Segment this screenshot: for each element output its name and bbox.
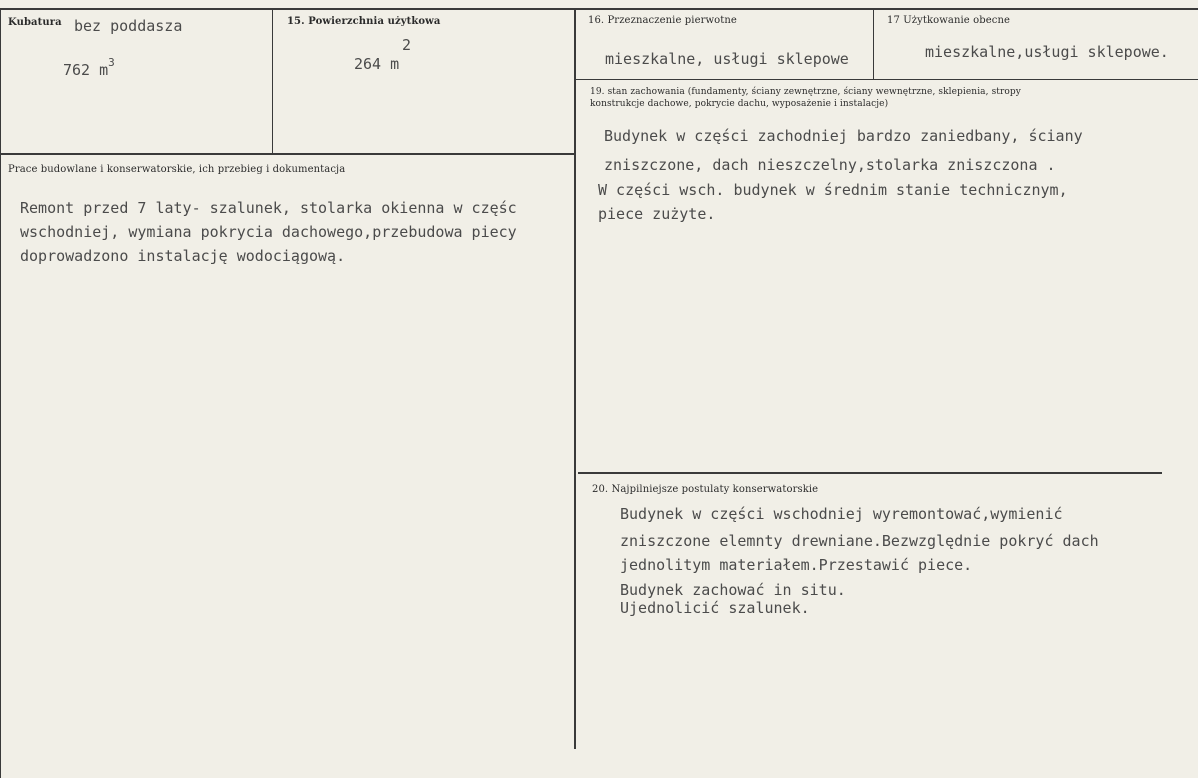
przeznaczenie-value: mieszkalne, usługi sklepowe bbox=[605, 50, 849, 68]
prace-line-1: Remont przed 7 laty- szalunek, stolarka okienna w częśc bbox=[20, 199, 517, 217]
kubatura-superscript: 3 bbox=[108, 56, 115, 69]
prace-label: Prace budowlane i konserwatorskie, ich przebieg i dokumentacja bbox=[8, 164, 346, 175]
powierzchnia-value: 264 m bbox=[354, 55, 400, 73]
kubatura-note: bez poddasza bbox=[74, 17, 183, 35]
stan-label-line-2: konstrukcje dachowe, pokrycie dachu, wyposażenie i instalacje) bbox=[590, 99, 889, 109]
postulaty-line-1: Budynek w części wschodniej wyremontować,wymienić bbox=[620, 505, 1063, 523]
powierzchnia-superscript: 2 bbox=[402, 36, 412, 54]
stan-line-2: zniszczone, dach nieszczelny,stolarka zniszczona . bbox=[604, 156, 1056, 174]
postulaty-label: 20. Najpilniejsze postulaty konserwatorskie bbox=[592, 484, 819, 495]
divider-col-3 bbox=[873, 9, 874, 79]
divider-row-1-right bbox=[576, 79, 1198, 80]
prace-line-2: wschodniej, wymiana pokrycia dachowego,przebudowa piecy bbox=[20, 223, 517, 241]
przeznaczenie-label: 16. Przeznaczenie pierwotne bbox=[588, 15, 737, 26]
left-edge-line bbox=[0, 9, 1, 778]
divider-row-2-right bbox=[578, 472, 1162, 474]
postulaty-line-3: jednolitym materiałem.Przestawić piece. bbox=[620, 556, 973, 574]
divider-col-2 bbox=[574, 9, 576, 749]
kubatura-value-text: 762 m bbox=[63, 61, 109, 79]
postulaty-line-5: Ujednolicić szalunek. bbox=[620, 599, 810, 617]
postulaty-line-2: zniszczone elemnty drewniane.Bezwzględnie pokryć dach bbox=[620, 532, 1099, 550]
kubatura-value bbox=[63, 58, 115, 84]
stan-line-3: W części wsch. budynek w średnim stanie technicznym, bbox=[598, 181, 1068, 199]
top-border-line bbox=[0, 8, 1198, 10]
stan-line-4: piece zużyte. bbox=[598, 205, 716, 223]
divider-row-1-left bbox=[0, 153, 574, 155]
divider-col-1 bbox=[272, 9, 273, 154]
postulaty-line-4: Budynek zachować in situ. bbox=[620, 581, 846, 599]
uzytkowanie-label: 17 Użytkowanie obecne bbox=[887, 15, 1011, 26]
stan-line-1: Budynek w części zachodniej bardzo zaniedbany, ściany bbox=[604, 127, 1083, 145]
powierzchnia-label: 15. Powierzchnia użytkowa bbox=[287, 16, 441, 27]
kubatura-label: Kubatura bbox=[8, 17, 62, 28]
uzytkowanie-value: mieszkalne,usługi sklepowe. bbox=[925, 43, 1169, 61]
stan-label-line-1: 19. stan zachowania (fundamenty, ściany zewnętrzne, ściany wewnętrzne, sklepienia, stropy bbox=[590, 87, 1021, 97]
prace-line-3: doprowadzono instalację wodociągową. bbox=[20, 247, 346, 265]
